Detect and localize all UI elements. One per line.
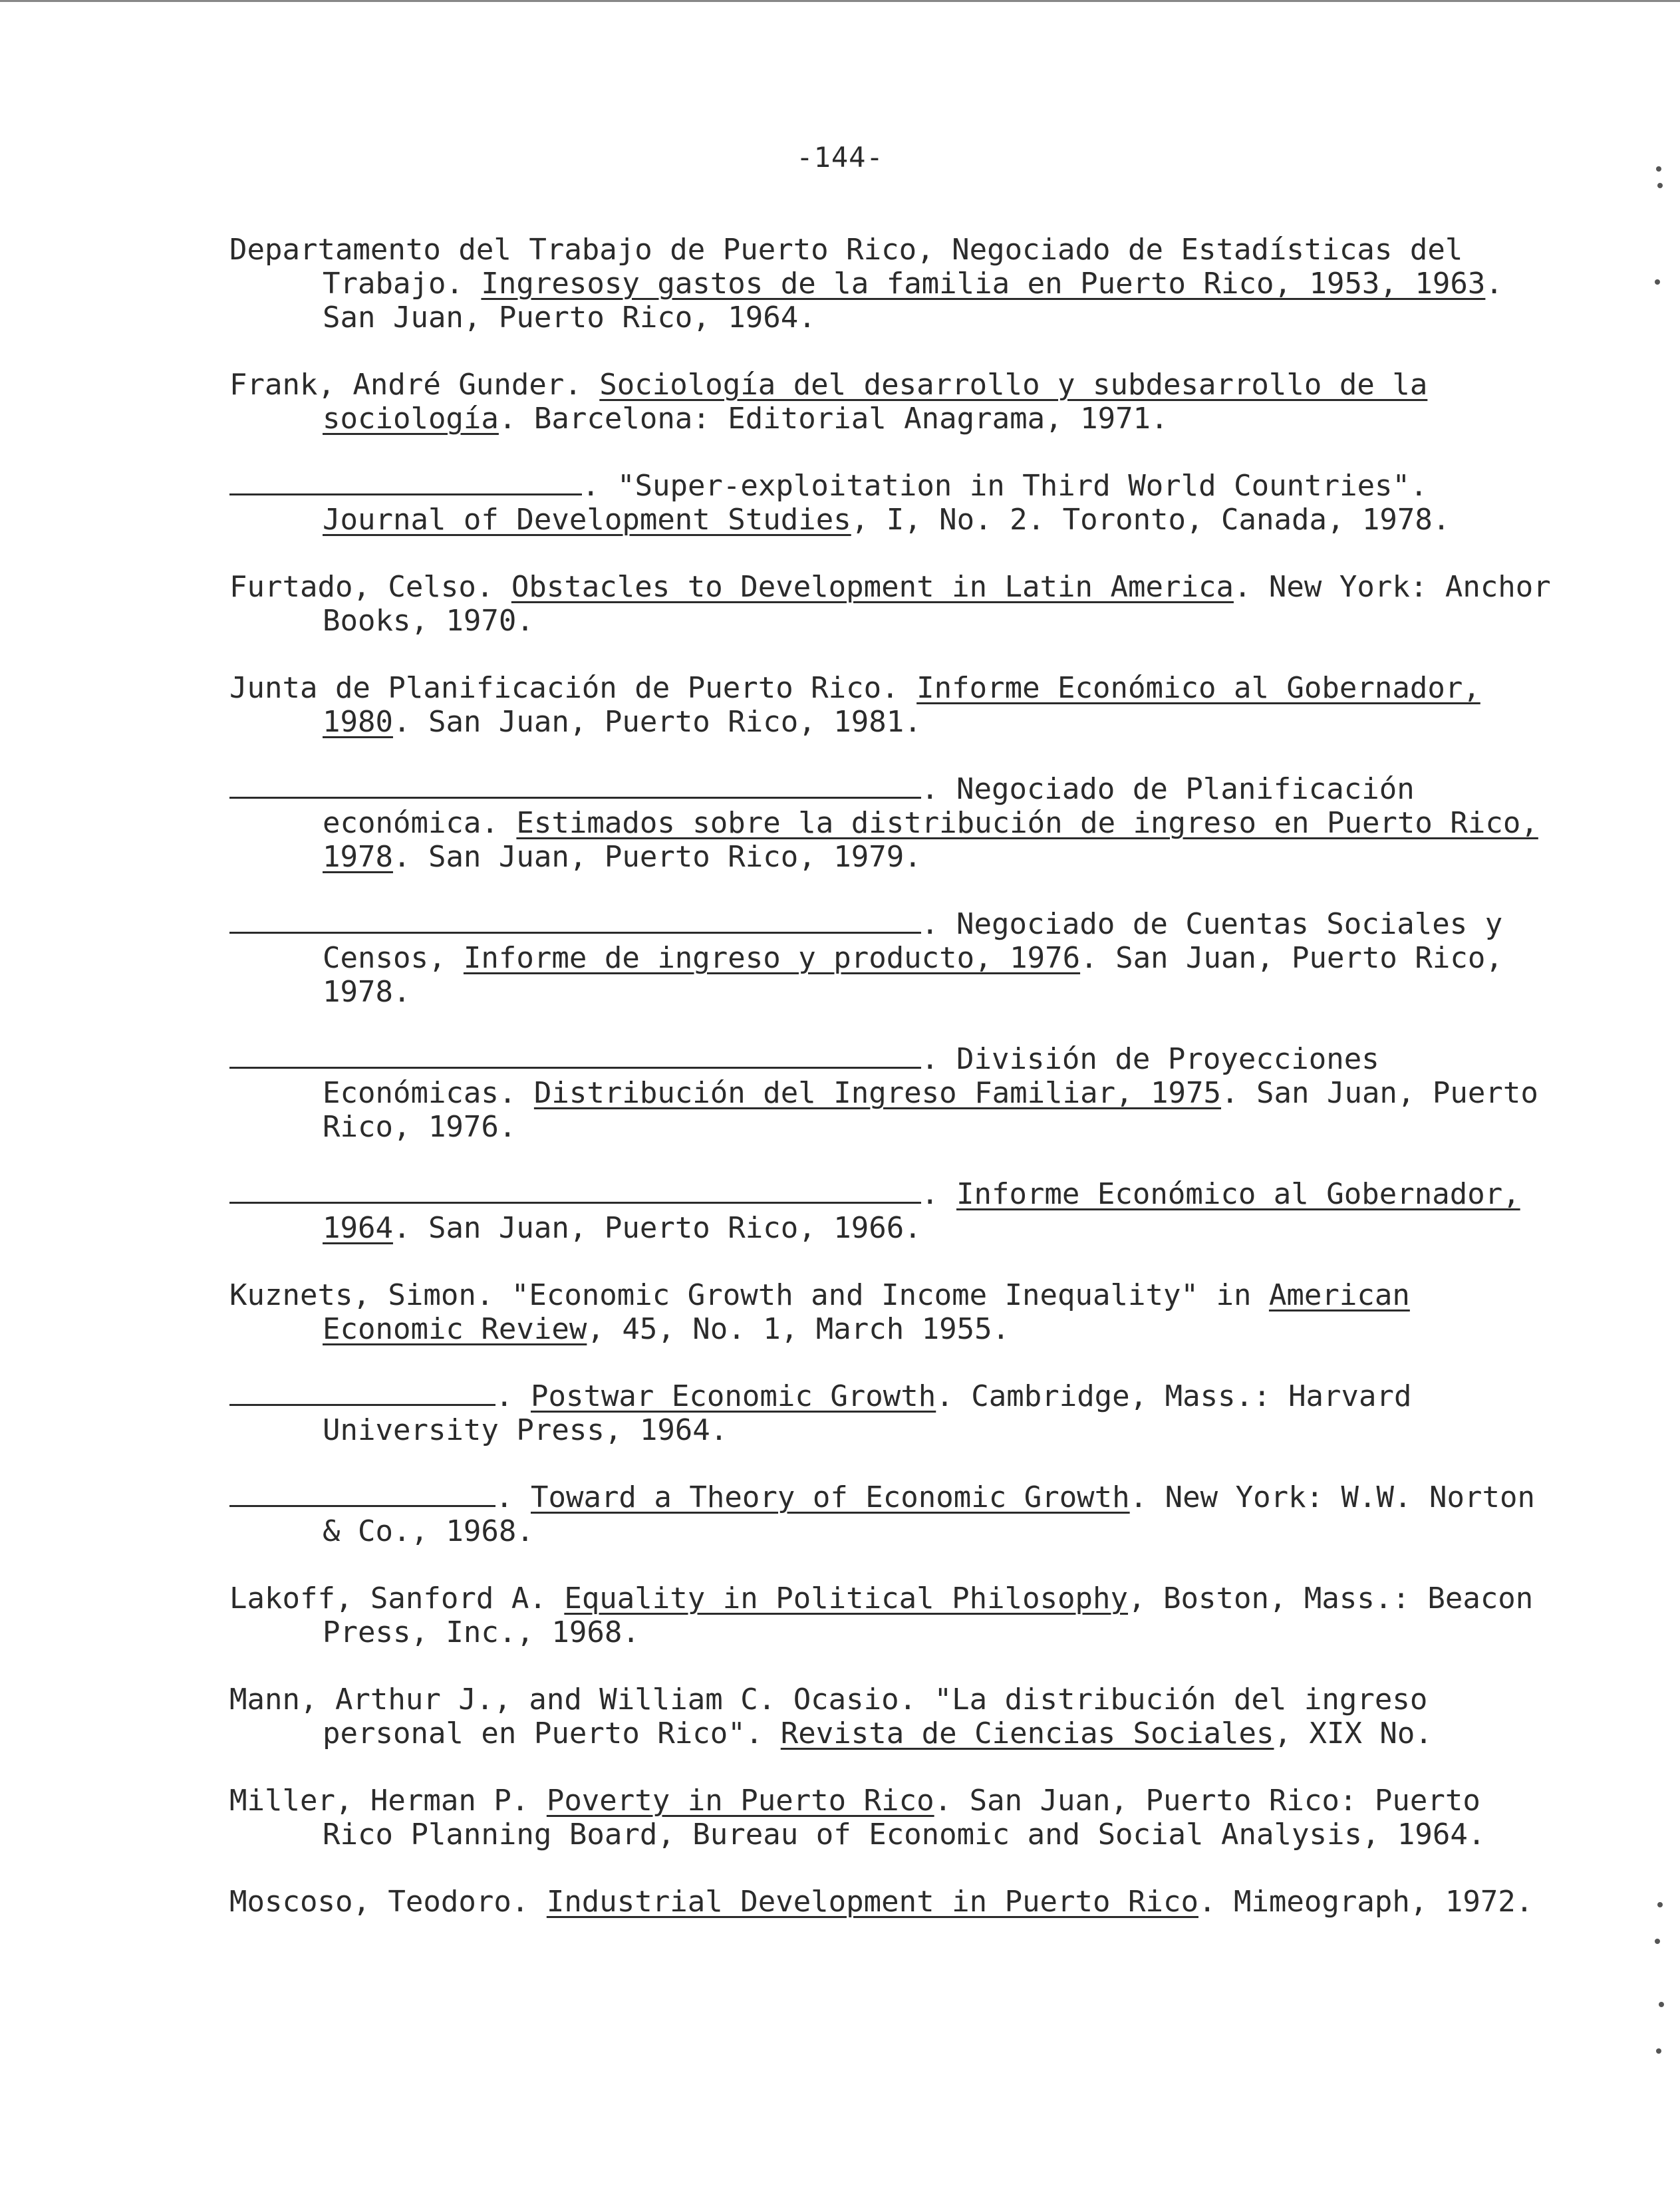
entry-publication: . San Juan, Puerto Rico, 1981.: [392, 705, 922, 739]
entry-author: Mann, Arthur J., and William C. Ocasio. "La distribución del ingreso personal en Puerto Rico".: [229, 1683, 1428, 1750]
entry-title: Informe Económico al Gobernador, 1964: [323, 1177, 1520, 1245]
entry-lead: . División de Proyecciones Económicas.: [323, 1042, 1379, 1110]
bibliography-entry: [229, 1379, 1560, 1447]
entry-publication: , I, No. 2. Toronto, Canada, 1978.: [851, 503, 1451, 537]
entry-publication: . San Juan, Puerto Rico, 1978.: [323, 941, 1503, 1009]
ditto-rule: [229, 1066, 921, 1069]
bibliography-entry: [229, 570, 1560, 638]
entry-lead: .: [921, 1177, 956, 1211]
entry-title: Poverty in Puerto Rico: [546, 1784, 934, 1818]
entry-title: Informe Económico al Gobernador, 1980: [323, 671, 1480, 739]
bibliography-entry: [229, 1480, 1560, 1548]
entry-author: Kuznets, Simon. "Economic Growth and Income Inequality" in: [229, 1278, 1269, 1312]
entry-publication: . Cambridge, Mass.: Harvard University Press, 1964.: [323, 1379, 1412, 1447]
entry-author: Junta de Planificación de Puerto Rico.: [229, 671, 917, 705]
ditto-rule: [229, 1504, 495, 1507]
bibliography-entry: [229, 1582, 1560, 1649]
bibliography-entry: [229, 1885, 1560, 1919]
entry-publication: . San Juan, Puerto Rico, 1976.: [323, 1076, 1538, 1144]
bibliography-entry: [229, 671, 1560, 739]
entry-title: Journal of Development Studies: [323, 503, 851, 537]
ditto-rule: [229, 1201, 921, 1204]
entry-title: Industrial Development in Puerto Rico: [546, 1885, 1198, 1919]
bibliography-entry: [229, 469, 1560, 537]
entry-author: Miller, Herman P.: [229, 1784, 547, 1818]
entry-lead: . "Super-exploitation in Third World Countries".: [582, 469, 1428, 503]
ditto-rule: [229, 931, 921, 934]
scan-speck: [1655, 1939, 1660, 1944]
entry-title: Ingresosy gastos de la familia en Puerto Rico, 1953, 1963: [481, 267, 1486, 301]
entry-author: Moscoso, Teodoro.: [229, 1885, 547, 1919]
entry-publication: , XIX No.: [1274, 1717, 1433, 1750]
bibliography-entry: [229, 233, 1560, 335]
entry-publication: . San Juan, Puerto Rico, 1966.: [392, 1211, 922, 1245]
entry-publication: . San Juan, Puerto Rico, 1979.: [392, 840, 922, 874]
bibliography-list: [229, 233, 1560, 1952]
bibliography-entry: [229, 368, 1560, 436]
entry-title: Sociología del desarrollo y subdesarrollo de la sociología: [323, 368, 1428, 436]
bibliography-entry: [229, 772, 1560, 874]
entry-title: American Economic Review: [323, 1278, 1410, 1346]
entry-title: Estimados sobre la distribución de ingreso en Puerto Rico, 1978: [323, 806, 1538, 874]
scan-speck: [1656, 166, 1661, 172]
entry-author: Lakoff, Sanford A.: [229, 1582, 565, 1615]
entry-author: Furtado, Celso.: [229, 570, 511, 604]
bibliography-entry: [229, 1683, 1560, 1750]
entry-title: Informe de ingreso y producto, 1976: [463, 941, 1081, 975]
bibliography-entry: [229, 1042, 1560, 1144]
entry-title: Revista de Ciencias Sociales: [780, 1717, 1274, 1750]
entry-author: Frank, André Gunder.: [229, 368, 600, 402]
ditto-rule: [229, 1403, 495, 1406]
bibliography-entry: [229, 1278, 1560, 1346]
entry-lead: . Negociado de Cuentas Sociales y Censos,: [323, 907, 1503, 975]
entry-publication: . New York: Anchor Books, 1970.: [323, 570, 1551, 638]
scan-speck: [1657, 183, 1663, 188]
entry-publication: . New York: W.W. Norton & Co., 1968.: [323, 1480, 1535, 1548]
entry-publication: . San Juan, Puerto Rico: Puerto Rico Planning Board, Bureau of Economic and Social Analysis, 1964.: [323, 1784, 1486, 1852]
entry-publication: , 45, No. 1, March 1955.: [587, 1312, 1010, 1346]
entry-title: Toward a Theory of Economic Growth: [530, 1480, 1130, 1514]
bibliography-entry: [229, 1784, 1560, 1852]
scan-speck: [1655, 279, 1660, 285]
ditto-rule: [229, 796, 921, 799]
entry-lead: .: [495, 1480, 531, 1514]
entry-title: Equality in Political Philosophy: [564, 1582, 1129, 1615]
entry-author: Departamento del Trabajo de Puerto Rico, Negociado de Estadísticas del Trabajo.: [229, 233, 1463, 301]
entry-publication: . Barcelona: Editorial Anagrama, 1971.: [498, 402, 1169, 436]
scan-speck: [1656, 2048, 1661, 2054]
bibliography-entry: [229, 1177, 1560, 1245]
entry-publication: , Boston, Mass.: Beacon Press, Inc., 1968.: [323, 1582, 1534, 1649]
ditto-rule: [229, 493, 582, 495]
bibliography-entry: [229, 907, 1560, 1009]
entry-lead: .: [495, 1379, 531, 1413]
entry-publication: . San Juan, Puerto Rico, 1964.: [323, 267, 1503, 335]
entry-title: Distribución del Ingreso Familiar, 1975: [533, 1076, 1222, 1110]
entry-title: Postwar Economic Growth: [530, 1379, 936, 1413]
entry-publication: . Mimeograph, 1972.: [1198, 1885, 1534, 1919]
entry-title: Obstacles to Development in Latin America: [511, 570, 1234, 604]
scan-speck: [1659, 2002, 1664, 2007]
entry-lead: . Negociado de Planificación económica.: [323, 772, 1415, 840]
page-top-edge: [0, 0, 1680, 2]
scan-speck: [1657, 1902, 1663, 1907]
page-number: -144-: [796, 141, 884, 174]
